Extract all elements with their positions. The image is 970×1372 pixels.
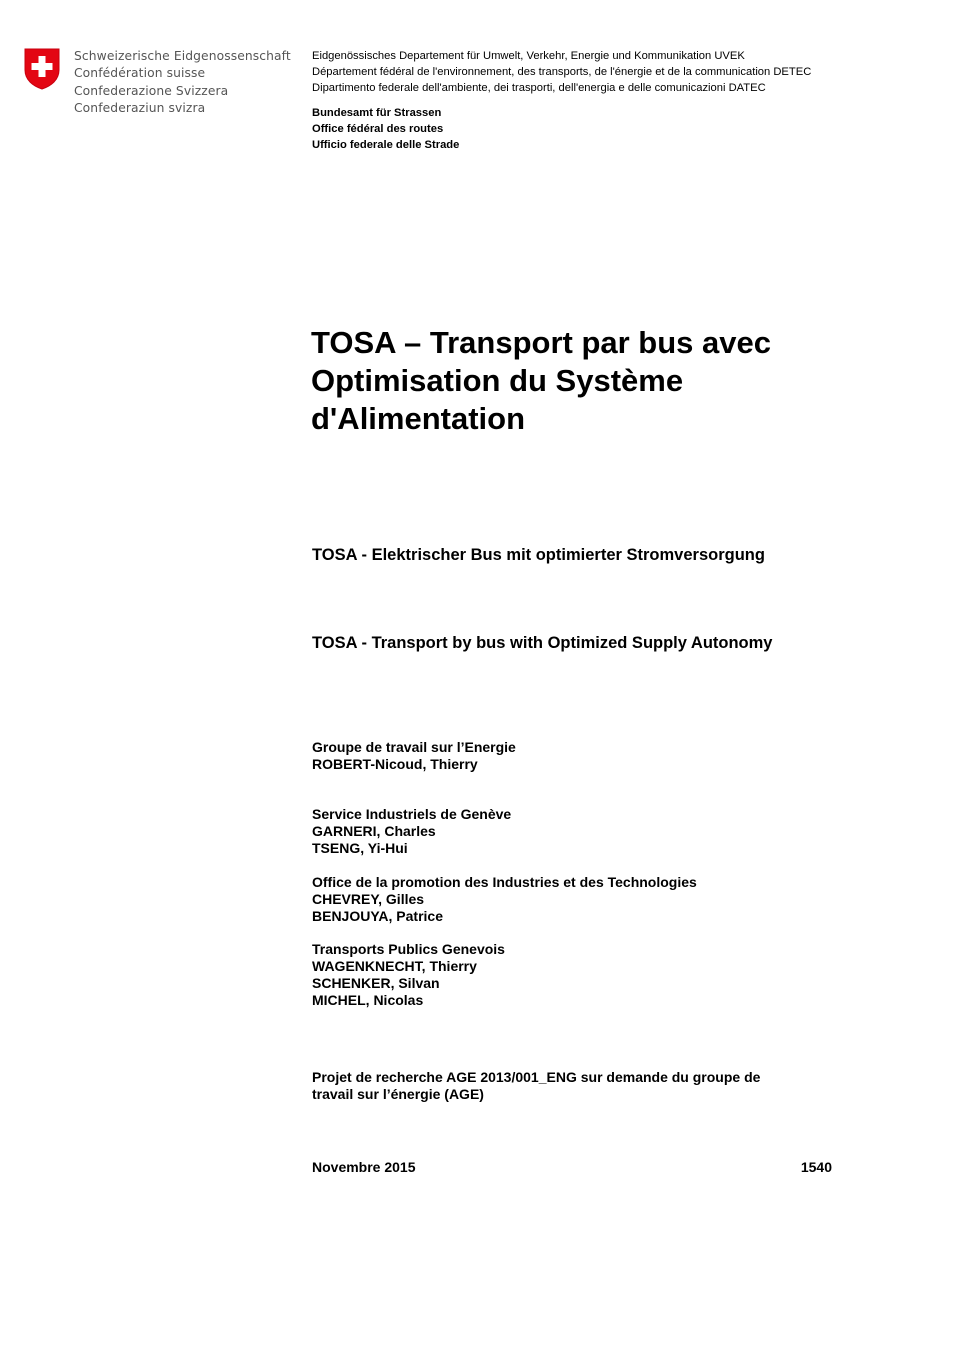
author-group-opi <box>312 874 697 925</box>
department-de: Eidgenössisches Departement für Umwelt, Verkehr, Energie und Kommunikation UVEK <box>312 50 745 62</box>
author-group-energy <box>312 739 516 773</box>
author-group-organization: Office de la promotion des Industries et des Technologies <box>312 874 697 890</box>
project-line-1: Projet de recherche AGE 2013/001_ENG sur demande du groupe de <box>312 1069 761 1085</box>
office-it: Ufficio federale delle Strade <box>312 139 460 152</box>
author-group-organization: Groupe de travail sur l’Energie <box>312 739 516 755</box>
author-name: TSENG, Yi-Hui <box>312 840 408 856</box>
office-de: Bundesamt für Strassen <box>312 107 442 119</box>
author-name: CHEVREY, Gilles <box>312 891 425 907</box>
project-description <box>312 1069 812 1103</box>
author-group-sig <box>312 806 511 857</box>
author-name: MICHEL, Nicolas <box>312 992 424 1008</box>
author-group-organization: Transports Publics Genevois <box>312 941 505 957</box>
author-group-organization: Service Industriels de Genève <box>312 806 512 822</box>
publication-date: Novembre 2015 <box>312 1159 416 1175</box>
country-names <box>74 48 291 117</box>
author-name: ROBERT-Nicoud, Thierry <box>312 756 478 772</box>
country-name-rm: Confederaziun svizra <box>74 100 206 115</box>
office-names <box>312 105 459 154</box>
author-name: WAGENKNECHT, Thierry <box>312 958 477 974</box>
document-title <box>311 324 871 438</box>
swiss-cross-shield-icon <box>24 48 60 90</box>
subtitle-german: TOSA - Elektrischer Bus mit optimierter Stromversorgung <box>312 546 765 564</box>
office-fr: Office fédéral des routes <box>312 123 444 136</box>
title-line-3: d'Alimentation <box>311 401 526 436</box>
country-name-it: Confederazione Svizzera <box>74 83 229 98</box>
author-name: GARNERI, Charles <box>312 823 436 839</box>
country-name-de: Schweizerische Eidgenossenschaft <box>74 49 291 63</box>
subtitle-english: TOSA - Transport by bus with Optimized Supply Autonomy <box>312 634 773 652</box>
title-line-2: Optimisation du Système <box>311 363 684 398</box>
author-name: SCHENKER, Silvan <box>312 975 440 991</box>
report-number: 1540 <box>800 1159 832 1175</box>
department-names <box>312 48 811 97</box>
department-it: Dipartimento federale dell'ambiente, dei trasporti, dell'energia e delle comunicazioni DATEC <box>312 82 766 95</box>
project-line-2: travail sur l’énergie (AGE) <box>312 1086 484 1102</box>
title-line-1: TOSA – Transport par bus avec <box>311 325 771 360</box>
department-fr: Département fédéral de l'environnement, des transports, de l'énergie et de la communication DETEC <box>312 66 812 79</box>
author-group-tpg <box>312 941 505 1009</box>
author-name: BENJOUYA, Patrice <box>312 908 443 924</box>
country-name-fr: Confédération suisse <box>74 66 206 81</box>
